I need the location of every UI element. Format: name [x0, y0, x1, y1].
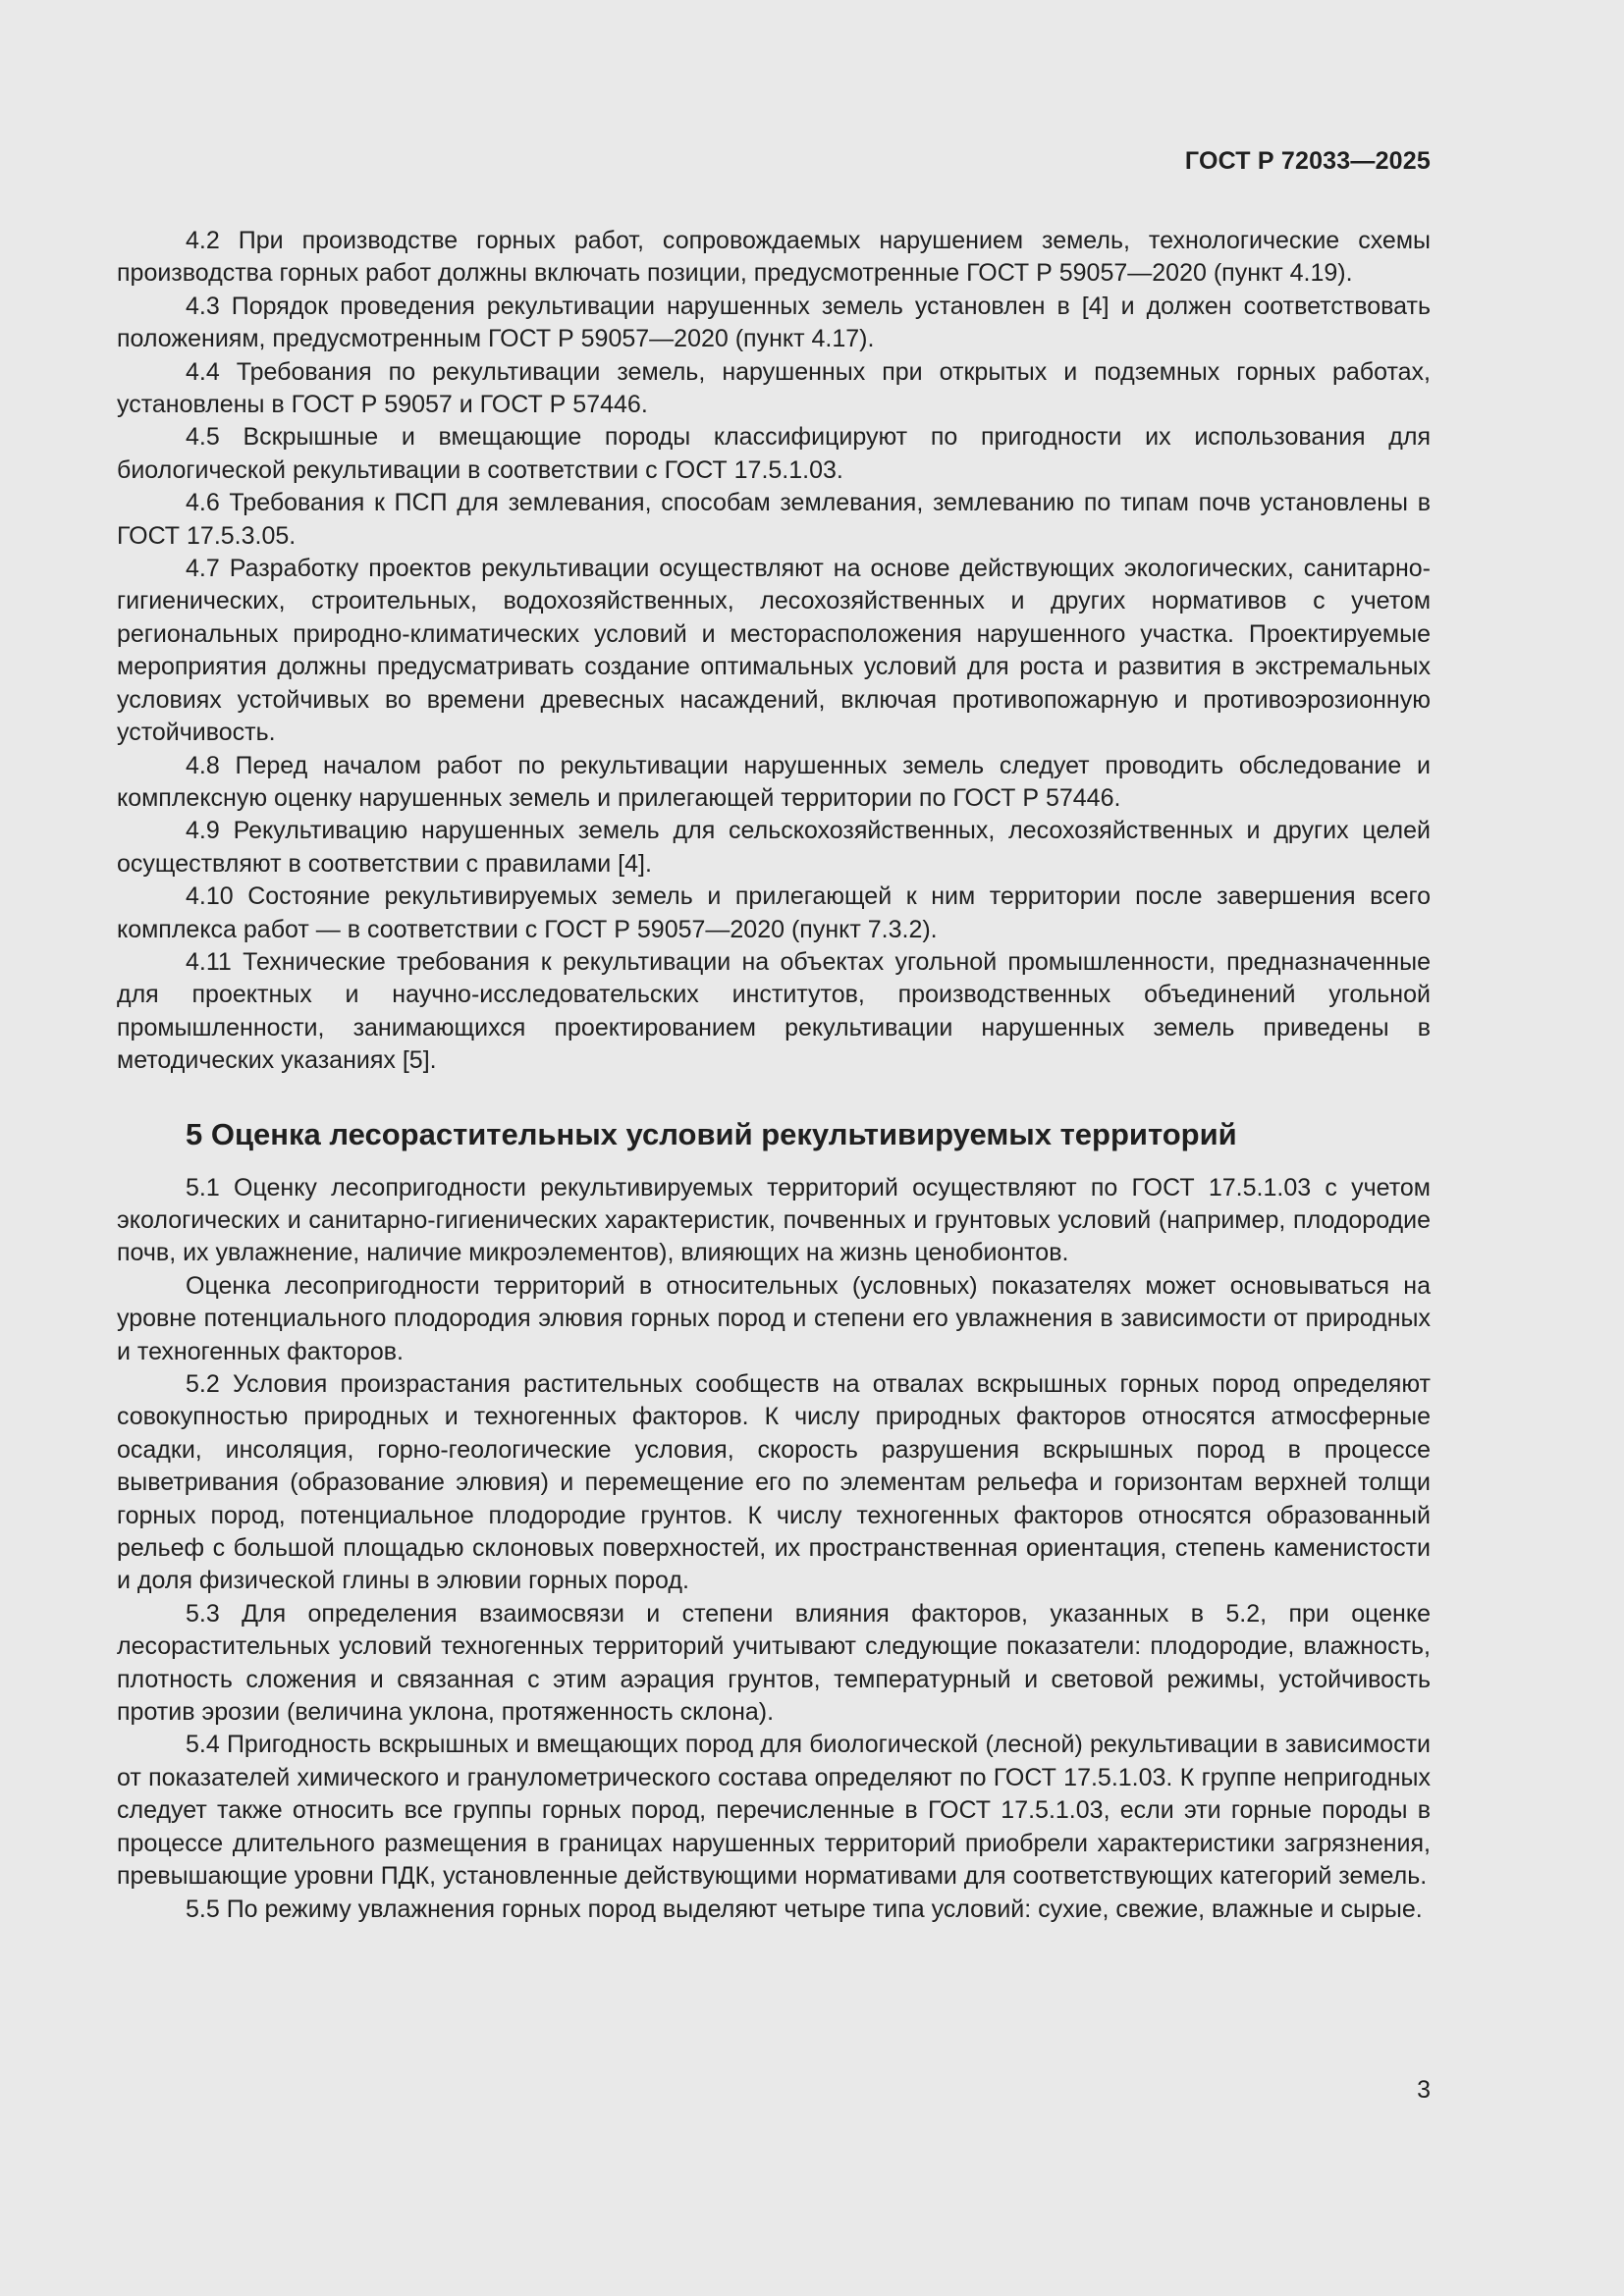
paragraph-5-3: 5.3 Для определения взаимосвязи и степени влияния факторов, указанных в 5.2, при оценке лесорастительных условий техногенных территорий учитывают следующие показатели: плодородие, влажность, плотность сложения и связанная с этим аэрация грунтов, температурный и световой режимы, устойчивость против эрозии (величина уклона, протяженность склона).	[117, 1599, 1431, 1727]
document-code-header: ГОСТ Р 72033—2025	[1184, 147, 1431, 175]
paragraph-4-11: 4.11 Технические требования к рекультивации на объектах угольной промышленности, предназначенные для проектных и научно-исследовательских институтов, производственных объединений угольной промышленности, занимающихся проектированием рекультивации нарушенных земель приведены в методических указаниях [5].	[117, 947, 1431, 1075]
paragraph-4-4: 4.4 Требования по рекультивации земель, нарушенных при открытых и подземных горных работах, установлены в ГОСТ Р 59057 и ГОСТ Р 57446.	[117, 357, 1431, 419]
document-body	[117, 225, 1431, 1926]
paragraph-4-5: 4.5 Вскрышные и вмещающие породы классифицируют по пригодности их использования для биологической рекультивации в соответствии с ГОСТ 17.5.1.03.	[117, 423, 1431, 484]
paragraph-4-8: 4.8 Перед началом работ по рекультивации нарушенных земель следует проводить обследование и комплексную оценку нарушенных земель и прилегающей территории по ГОСТ Р 57446.	[117, 751, 1431, 812]
paragraph-5-4: 5.4 Пригодность вскрышных и вмещающих пород для биологической (лесной) рекультивации в зависимости от показателей химического и гранулометрического состава определяют по ГОСТ 17.5.1.03. К группе непригодных следует также относить все группы горных пород, перечисленные в ГОСТ 17.5.1.03, если эти горные породы в процессе длительного размещения в границах нарушенных территорий приобрели характеристики загрязнения, превышающие уровни ПДК, установленные действующими нормативами для соответствующих категорий земель.	[117, 1731, 1431, 1891]
paragraph-5-5: 5.5 По режиму увлажнения горных пород выделяют четыре типа условий: сухие, свежие, влажные и сырые.	[186, 1895, 1423, 1923]
paragraph-4-10: 4.10 Состояние рекультивируемых земель и прилегающей к ним территории после завершения всего комплекса работ — в соответствии с ГОСТ Р 59057—2020 (пункт 7.3.2).	[117, 882, 1431, 943]
paragraph-4-9: 4.9 Рекультивацию нарушенных земель для сельскохозяйственных, лесохозяйственных и других целей осуществляют в соответствии с правилами [4].	[117, 817, 1431, 878]
page-number: 3	[1417, 2076, 1431, 2104]
paragraph-5-1-continuation: Оценка лесопригодности территорий в относительных (условных) показателях может основываться на уровне потенциального плодородия элювия горных пород и степени его увлажнения в зависимости от природных и техногенных факторов.	[117, 1271, 1431, 1365]
section-5-heading: 5 Оценка лесорастительных условий рекультивируемых территорий	[186, 1116, 1237, 1151]
paragraph-5-2: 5.2 Условия произрастания растительных сообществ на отвалах вскрышных горных пород определяют совокупностью природных и техногенных факторов. К числу природных факторов относятся атмосферные осадки, инсоляция, горно-геологические условия, скорость разрушения вскрышных пород в процессе выветривания (образование элювия) и перемещение его по элементам рельефа и горизонтам верхней толщи горных пород, потенциальное плодородие грунтов. К числу техногенных факторов относятся образованный рельеф с большой площадью склоновых поверхностей, их пространственная ориентация, степень каменистости и доля физической глины в элювии горных пород.	[117, 1370, 1431, 1595]
paragraph-5-1: 5.1 Оценку лесопригодности рекультивируемых территорий осуществляют по ГОСТ 17.5.1.03 с учетом экологических и санитарно-гигиенических характеристик, почвенных и грунтовых условий (например, плодородие почв, их увлажнение, наличие микроэлементов), влияющих на жизнь ценобионтов.	[117, 1173, 1431, 1267]
paragraph-4-2: 4.2 При производстве горных работ, сопровождаемых нарушением земель, технологические схемы производства горных работ должны включать позиции, предусмотренные ГОСТ Р 59057—2020 (пункт 4.19).	[117, 227, 1431, 288]
paragraph-4-6: 4.6 Требования к ПСП для землевания, способам землевания, землеванию по типам почв установлены в ГОСТ 17.5.3.05.	[117, 489, 1431, 550]
paragraph-4-3: 4.3 Порядок проведения рекультивации нарушенных земель установлен в [4] и должен соответствовать положениям, предусмотренным ГОСТ Р 59057—2020 (пункт 4.17).	[117, 292, 1431, 353]
paragraph-4-7: 4.7 Разработку проектов рекультивации осуществляют на основе действующих экологических, санитарно-гигиенических, строительных, водохозяйственных, лесохозяйственных и других нормативов с учетом региональных природно-климатических условий и месторасположения нарушенного участка. Проектируемые мероприятия должны предусматривать создание оптимальных условий для роста и развития в экстремальных условиях устойчивых во времени древесных насаждений, включая противопожарную и противоэрозионную устойчивость.	[117, 555, 1431, 747]
